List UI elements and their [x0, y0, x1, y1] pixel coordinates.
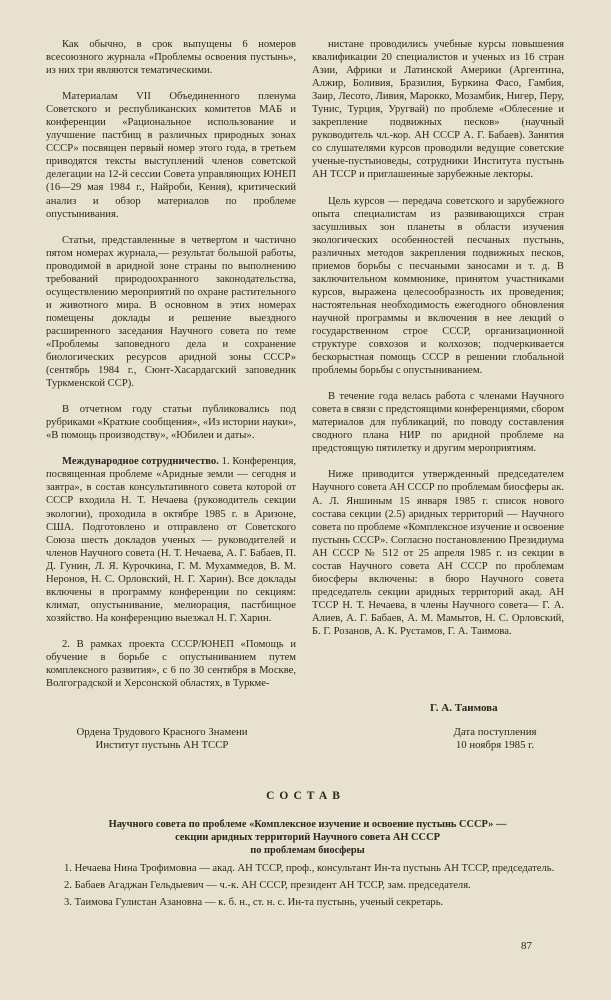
received-value: 10 ноября 1985 г. [455, 739, 535, 751]
section-text: 1. Конференция, посвященная проблеме «Аридные земли — сегодня и завтра», в состав консультативного совета которой от СССР входила Н. Т. Нечаева (руководитель секции экологии), проходила в октябре 1985 г. в Аризоне, США. Подготовлено и отправлено от Советского Союза шесть докладов ученых — руководителей и членов Научного совета (Н. Т. Нечаева, А. Г. Бабаев, П. Д. Гунин, Л. Я. Курочкина, Г. М. Мухаммедов, В. М. Неронов, Н. С. Орловский, Н. Г. Харин). Все доклады включены в программу конференции по секциям: климат, опустынивание, мелиорация, пастбищное хозяйство. На конференцию выезжал Н. Г. Харин. [46, 456, 296, 624]
paragraph-international-cooperation [46, 455, 296, 625]
member-list [50, 862, 565, 913]
paragraph: Цель курсов — передача советского и зарубежного опыта специалистам из развивающихся стран засушливых зон планеты в области изучения экологических особенностей песчаных пустынь, различных методов закрепления подвижных песков, приемов борьбы с песчаными заносами и т. д. В заключительном коммюнике, принятом участниками курсов, выражена целесообразность их проведения; настоятельная необходимость ежегодного обновления научной программы и включения в нее лекций о государственном строе СССР, организационной структуре совхозов и колхозов; подчеркивается бескорыстная помощь СССР в решении глобальной проблемы борьбы с опустыниванием. [312, 195, 564, 377]
subheading-line: Научного совета по проблеме «Комплексное изучение и освоение пустынь СССР» — [108, 819, 507, 830]
paragraph: Статьи, представленные в четвертом и частично пятом номерах журнала,— результат большой работы, проводимой в аридной зоне страны по выполнению требований природоохранного законодательства, осуществлению мероприятий по охране растительного и животного мира. В основном в этих номерах помещены доклады и решение выездного расширенного заседания Научного совета по теме «Проблемы заповедного дела и сохранение биологических ресурсов аридной зоны СССР» (сентябрь 1984 г., Сюнт-Хасардагский заповедник Туркменской ССР). [46, 234, 296, 390]
author-signature: Г. А. Таимова [430, 702, 498, 714]
received-label: Дата поступления [453, 726, 537, 738]
paragraph: нистане проводились учебные курсы повышения квалификации 20 специалистов и ученых из 16 стран Азии, Африки и Латинской Америки (Аргентина, Алжир, Боливия, Бразилия, Буркина Фасо, Гамбия, Заир, Лесото, Ливия, Марокко, Мозамбик, Нигер, Перу, Тунис, Турция, Уругвай) по проблеме «Облесение и закрепление подвижных песков» (научный руководитель чл.-кор. АН СССР А. Г. Бабаев). Занятия со слушателями курсов проводили ведущие советские ученые-пустыноведы, сотрудники Института пустынь АН ТССР и приглашенные зарубежные лекторы. [312, 39, 564, 181]
list-item: 3. Таимова Гулистан Азановна — к. б. н., ст. н. с. Ин-та пустынь, ученый секретарь. [64, 897, 444, 908]
paragraph: 2. В рамках проекта СССР/ЮНЕП «Помощь и обучение в борьбе с опустыниванием путем комплексного развития», с 6 по 30 сентября в Москве, Волгоградской и Херсонской областях, в Туркме- [46, 638, 296, 690]
subheading-line: по проблемам биосферы [250, 845, 365, 856]
list-item: 2. Бабаев Агаджан Гельдыевич — ч.-к. АН СССР, президент АН ТССР, зам. председателя. [64, 880, 471, 891]
organization-line: Институт пустынь АН ТССР [95, 739, 229, 751]
paragraph: В отчетном году статьи публиковались под рубриками «Краткие сообщения», «Из истории науки», «В помощь производству», «Юбилеи и даты». [46, 404, 296, 442]
organization-line: Ордена Трудового Красного Знамени [76, 726, 248, 738]
page-number: 87 [521, 940, 532, 952]
paragraph: Ниже приводится утвержденный председателем Научного совета АН СССР по проблемам биосферы ак. А. Л. Яншиным 15 января 1985 г. список нового состава секции (2.5) аридных территорий — Научного совета по проблеме «Комплексное изучение и освоение пустынь СССР». Согласно постановлению Президиума АН СССР № 512 от 25 апреля 1985 г. из секции в состав Научного совета АН СССР по проблемам биосферы включены: в бюро Научного совета председатель секции аридных территорий акад. АН ТССР Н. Т. Нечаева, в члены Научного совета— Г. А. Алиев, А. Г. Бабаев, А. М. Мамытов, Н. С. Орловский, Б. Г. Розанов, А. К. Рустамов, Г. А. Таимова. [312, 469, 564, 637]
composition-subheading [50, 818, 565, 857]
composition-heading: СОСТАВ [266, 790, 345, 802]
list-item: 1. Нечаева Нина Трофимовна — акад. АН ТССР, проф., консультант Ин-та пустынь АН ТССР, председатель. [64, 863, 555, 874]
paragraph: Как обычно, в срок выпущены 6 номеров всесоюзного журнала «Проблемы освоения пустынь», из них три являются тематическими. [46, 39, 296, 77]
organization [62, 726, 262, 752]
subheading-line: секции аридных территорий Научного совета АН СССР [175, 832, 440, 843]
right-column [312, 38, 564, 638]
left-column [46, 38, 296, 690]
paragraph: В течение года велась работа с членами Научного совета в связи с предстоящими конференциями, сбором материалов для публикаций, по поводу составления сводного плана НИР по аридной проблеме на предстоящую пятилетку и другим мероприятиям. [312, 391, 564, 455]
received-date [425, 726, 565, 752]
section-lead: Международное сотрудничество. [62, 456, 219, 468]
paragraph: Материалам VII Объединенного пленума Советского и республиканских комитетов МАБ и конференции «Рациональное использование и улучшение пастбищ в различных природных зонах СССР» посвящен первый номер этого года, в третьем приводятся тексты выступлений членов советской делегации на 12-й сессии Совета управляющих ЮНЕП (16—29 мая 1984 г., Найроби, Кения), критический анализ и обзор материалов по проблеме опустынивания. [46, 91, 296, 220]
